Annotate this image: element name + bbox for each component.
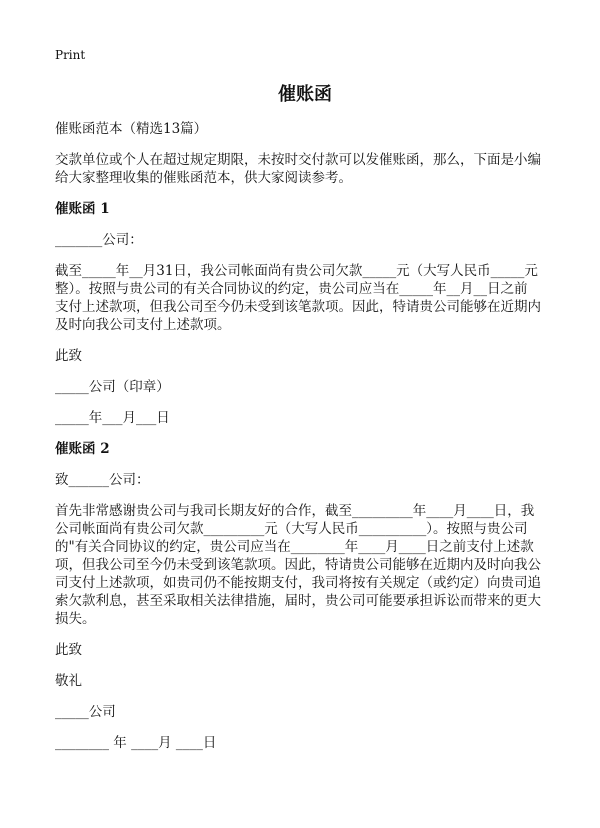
letter1-signature: _____公司（印章） xyxy=(55,379,170,395)
text-line: 截至_____年__月31日，我公司帐面尚有贵公司欠款_____元（大写人民币_____元 xyxy=(55,263,538,279)
letter1-closing: 此致 xyxy=(55,348,82,364)
letter2-regards: 敬礼 xyxy=(55,673,82,689)
text-line: 支付上述款项，但我公司至今仍未受到该笔款项。因此，特请贵公司能够在近期内 xyxy=(55,299,541,315)
text-line: 公司帐面尚有贵公司欠款_________元（大写人民币__________）。按照与贵公司 xyxy=(55,521,528,537)
print-link[interactable]: Print xyxy=(55,48,86,62)
text-line: 的"有关合同协议的约定，贵公司应当在________年____月____日之前支付上述款 xyxy=(55,539,534,555)
text-line: 给大家整理收集的催账函范本，供大家阅读参考。 xyxy=(55,170,352,186)
letter2-heading: 催账函 2 xyxy=(55,441,110,457)
text-line: 索欠款利息，甚至采取相关法律措施，届时，贵公司可能要承担诉讼而带来的更大 xyxy=(55,593,541,609)
letter2-body xyxy=(55,502,555,628)
text-line: 司支付上述款项，如贵司仍不能按期支付，我司将按有关规定（或约定）向贵司追 xyxy=(55,575,541,591)
letter2-date: ________ 年 ____月 ____日 xyxy=(55,735,217,751)
letter1-body xyxy=(55,262,555,334)
letter2-salutation: 致______公司： xyxy=(55,472,150,488)
text-line: 项，但我公司至今仍未受到该笔款项。因此，特请贵公司能够在近期内及时向我公 xyxy=(55,557,541,573)
text-line: 首先非常感谢贵公司与我司长期友好的合作，截至_________年____月____日，我 xyxy=(55,503,535,519)
letter1-date: _____年___月___日 xyxy=(55,410,170,426)
intro-paragraph xyxy=(55,151,555,187)
subtitle: 催账函范本（精选13篇） xyxy=(55,121,208,137)
letter2-closing: 此致 xyxy=(55,642,82,658)
document-page xyxy=(55,46,555,765)
text-line: 交款单位或个人在超过规定期限，未按时交付款可以发催账函，那么，下面是小编 xyxy=(55,152,541,168)
text-line: 及时向我公司支付上述款项。 xyxy=(55,317,231,333)
letter1-salutation: _______公司： xyxy=(55,232,143,248)
page-title: 催账函 xyxy=(278,84,332,105)
letter2-signature: _____公司 xyxy=(55,704,116,720)
letter1-heading: 催账函 1 xyxy=(55,201,110,217)
text-line: 整）。按照与贵公司的有关合同协议的约定，贵公司应当在_____年__月__日之前 xyxy=(55,281,528,297)
text-line: 损失。 xyxy=(55,611,96,627)
